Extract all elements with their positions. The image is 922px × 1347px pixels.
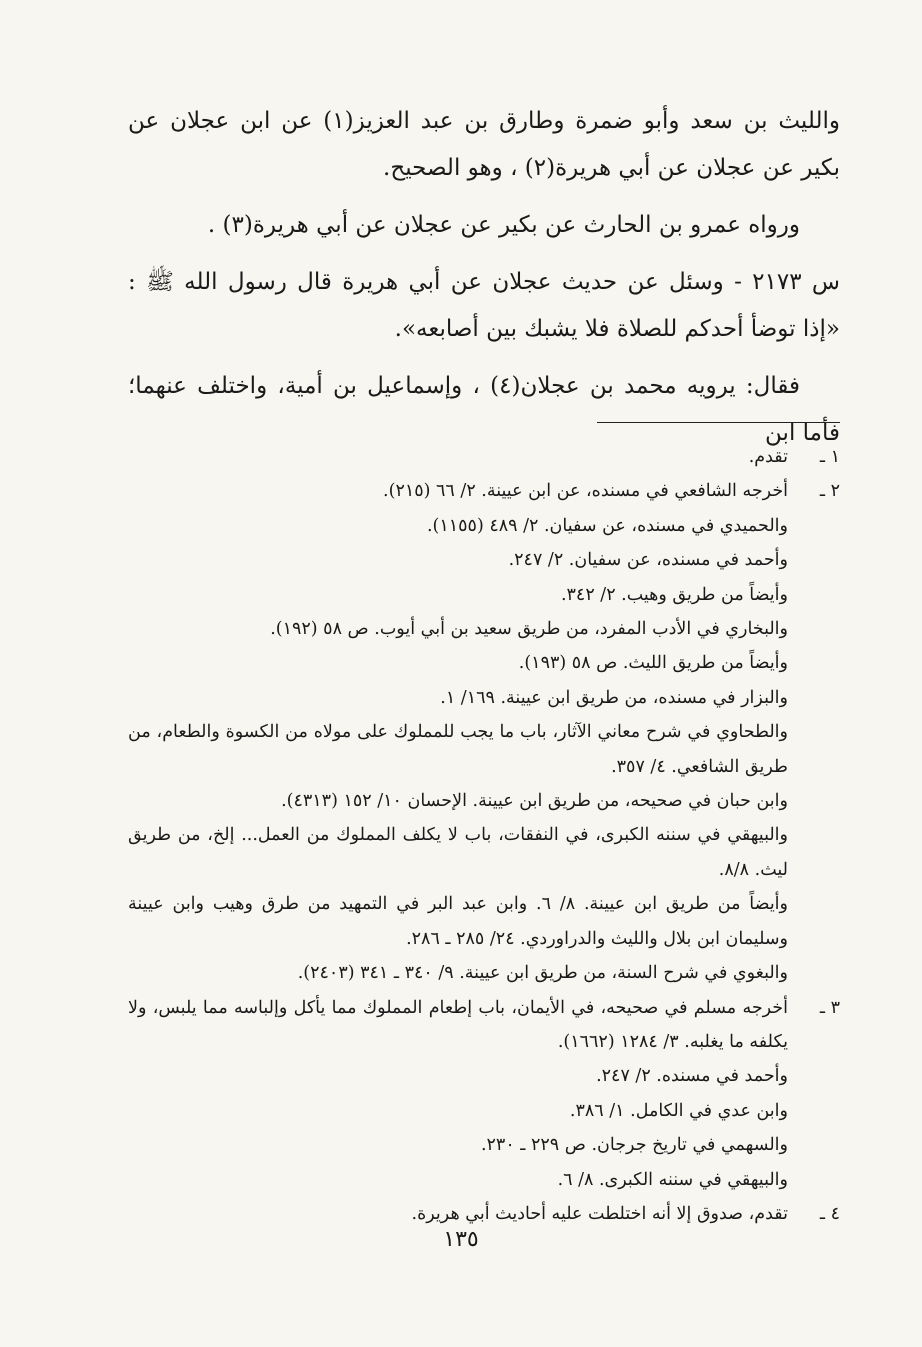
footnote-line: والبيهقي في سننه الكبرى، في النفقات، باب لا يكلف المملوك من العمل... إلخ، من طريق ليث. ٨/٨. [128,825,788,880]
footnote-line: والسهمي في تاريخ جرجان. ص ٢٢٩ ـ ٢٣٠. [480,1135,788,1156]
footnote-2 [128,474,840,990]
footnote-line: والطحاوي في شرح معاني الآثار، باب ما يجب للمملوك على مولاه من الكسوة والطعام، من طريق الشافعي. ٤/ ٣٥٧. [128,722,788,777]
paragraph-2: ورواه عمرو بن الحارث عن بكير عن عجلان عن أبي هريرة(٣) . [207,212,800,238]
footnote-3 [128,991,840,1197]
footnote-line: وابن عدي في الكامل. ١/ ٣٨٦. [569,1100,788,1121]
footnote-line: والبغوي في شرح السنة، من طريق ابن عيينة. ٩/ ٣٤٠ ـ ٣٤١ (٢٤٠٣). [297,963,788,984]
main-text [128,98,840,467]
paragraph-4: فقال: يرويه محمد بن عجلان(٤) ، وإسماعيل بن أمية، واختلف عنهما؛ فأما ابن [128,373,840,446]
footnote-line: والبزار في مسنده، من طريق ابن عيينة. ١٦٩/ ١. [440,687,788,708]
footnote-number: ٢ ـ [819,481,840,502]
footnote-line: والبيهقي في سننه الكبرى. ٨/ ٦. [557,1169,788,1190]
footnote-line: وأحمد في مسنده. ٢/ ٢٤٧. [596,1066,788,1087]
footnote-line: تقدم. [748,447,788,467]
footnote-line: أخرجه الشافعي في مسنده، عن ابن عيينة. ٢/ ٦٦ (٢١٥). [383,481,788,502]
footnote-line: وأيضاً من طريق ابن عيينة. ٨/ ٦. وابن عبد البر في التمهيد من طرق وهيب وابن عيينة وسليمان ابن بلال والليث والدراوردي. ٢٤/ ٢٨٥ ـ ٢٨٦. [128,894,788,949]
footnote-line: أخرجه مسلم في صحيحه، في الأيمان، باب إطعام المملوك مما يأكل وإلباسه مما يلبس، ولا يكلفه ما يغلبه. ٣/ ١٢٨٤ (١٦٦٢). [128,997,788,1052]
footnote-divider [597,422,840,423]
footnote-line: تقدم، صدوق إلا أنه اختلطت عليه أحاديث أبي هريرة. [411,1203,788,1224]
footnote-number: ٤ ـ [819,1203,840,1224]
footnote-line: والحميدي في مسنده، عن سفيان. ٢/ ٤٨٩ (١١٥٥). [426,515,788,536]
footnote-line: وأيضاً من طريق الليث. ص ٥٨ (١٩٣). [518,653,788,674]
page-number: ١٣٥ [443,1227,479,1252]
footnote-number: ٣ ـ [819,997,840,1018]
footnotes [128,440,840,1231]
footnote-1 [128,440,840,474]
footnote-number: ١ ـ [819,447,840,467]
footnote-line: وأيضاً من طريق وهيب. ٢/ ٣٤٢. [560,584,788,605]
footnote-line: والبخاري في الأدب المفرد، من طريق سعيد بن أبي أيوب. ص ٥٨ (١٩٢). [270,619,788,640]
paragraph-1: والليث بن سعد وأبو ضمرة وطارق بن عبد العزيز(١) عن ابن عجلان عن بكير عن عجلان عن أبي هريرة(٢) ، وهو الصحيح. [128,108,840,181]
footnote-line: وأحمد في مسنده، عن سفيان. ٢/ ٢٤٧. [508,550,788,571]
question-2173: س ٢١٧٣ - وسئل عن حديث عجلان عن أبي هريرة قال رسول الله ﷺ : «إذا توضأ أحدكم للصلاة فلا يشبك بين أصابعه». [128,269,840,342]
footnote-line: وابن حبان في صحيحه، من طريق ابن عيينة. الإحسان ١٠/ ١٥٢ (٤٣١٣). [281,791,788,812]
